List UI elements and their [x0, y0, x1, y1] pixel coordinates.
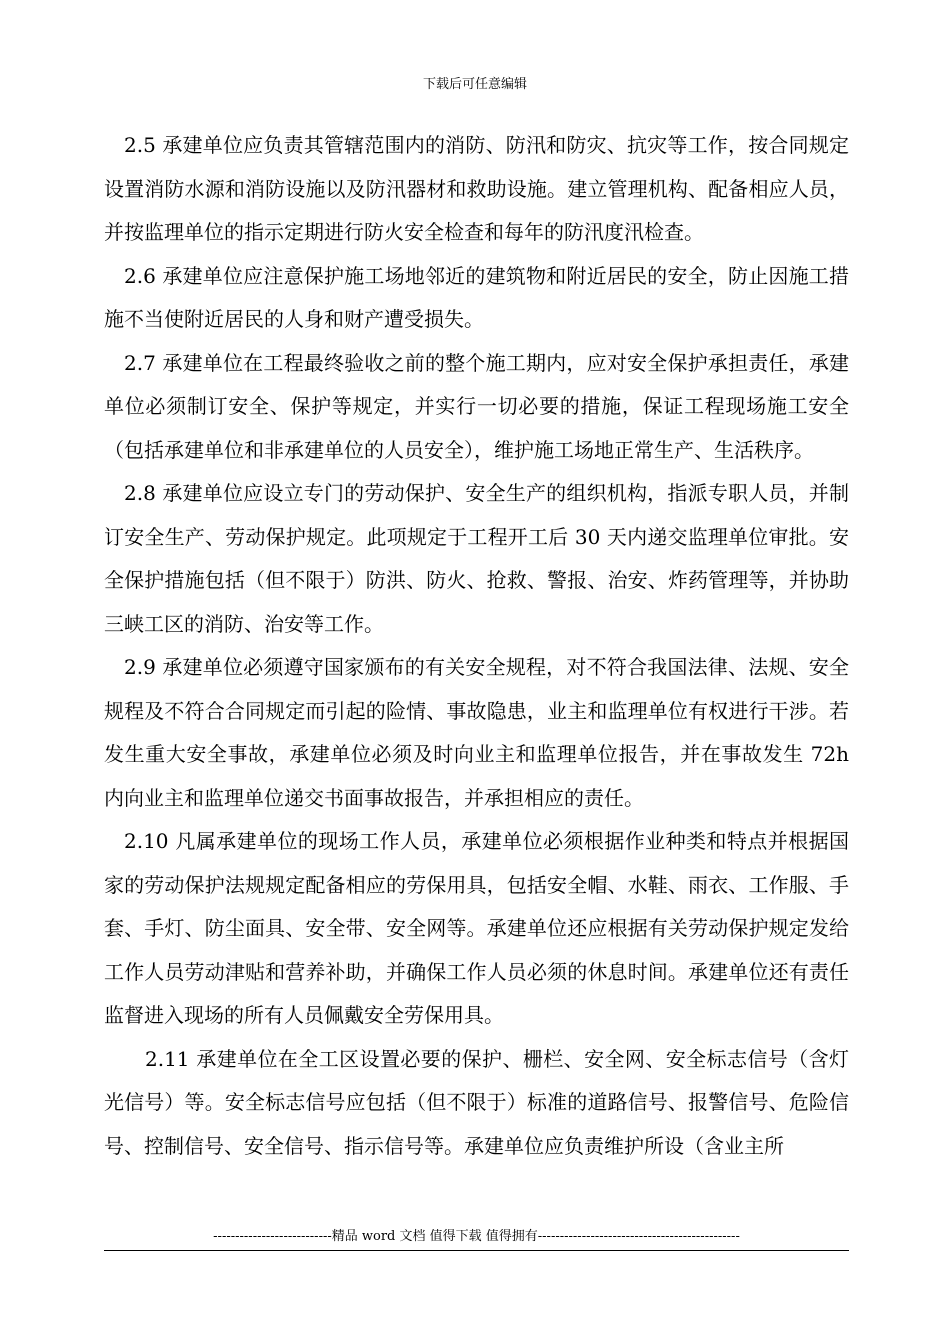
- paragraph-2-9: 2.9 承建单位必须遵守国家颁布的有关安全规程，对不符合我国法律、法规、安全规程及不符合合同规定而引起的险情、事故隐患，业主和监理单位有权进行干涉。若发生重大安全事故，承建单位必须及时向业主和监理单位报告，并在事故发生 72h 内向业主和监理单位递交书面事故报告，并承担相应的责任。: [104, 655, 849, 810]
- document-body: [104, 124, 849, 1168]
- paragraph-2-5: 2.5 承建单位应负责其管辖范围内的消防、防汛和防灾、抗灾等工作，按合同规定设置消防水源和消防设施以及防汛器材和救助设施。建立管理机构、配备相应人员，并按监理单位的指示定期进行防火安全检查和每年的防汛度汛检查。: [104, 133, 849, 244]
- page-header: 下载后可任意编辑: [422, 77, 527, 92]
- paragraph-2-11: 2.11 承建单位在全工区设置必要的保护、栅栏、安全网、安全标志信号（含灯光信号）等。安全标志信号应包括（但不限于）标准的道路信号、报警信号、危险信号、控制信号、安全信号、指示信号等。承建单位应负责维护所设（含业主所: [104, 1046, 849, 1158]
- page-footer: ---------------------------精品 word 文档 值得下载 值得拥有----------------------------------------------: [213, 1229, 740, 1244]
- paragraph-2-10: 2.10 凡属承建单位的现场工作人员，承建单位必须根据作业种类和特点并根据国家的劳动保护法规规定配备相应的劳保用具，包括安全帽、水鞋、雨衣、工作服、手套、手灯、防尘面具、安全带、安全网等。承建单位还应根据有关劳动保护规定发给工作人员劳动津贴和营养补助，并确保工作人员必须的休息时间。承建单位还有责任监督进入现场的所有人员佩戴安全劳保用具。: [104, 829, 849, 1027]
- paragraph-2-6: 2.6 承建单位应注意保护施工场地邻近的建筑物和附近居民的安全，防止因施工措施不当使附近居民的人身和财产遭受损失。: [104, 263, 849, 331]
- paragraph-2-7: 2.7 承建单位在工程最终验收之前的整个施工期内，应对安全保护承担责任，承建单位必须制订安全、保护等规定，并实行一切必要的措施，保证工程现场施工安全（包括承建单位和非承建单位的人员安全），维护施工场地正常生产、生活秩序。: [104, 350, 849, 462]
- footer-divider: [104, 1250, 849, 1251]
- paragraph-2-8: 2.8 承建单位应设立专门的劳动保护、安全生产的组织机构，指派专职人员，并制订安全生产、劳动保护规定。此项规定于工程开工后 30 天内递交监理单位审批。安全保护措施包括（但不限于）防洪、防火、抢救、警报、治安、炸药管理等，并协助三峡工区的消防、治安等工作。: [104, 481, 849, 636]
